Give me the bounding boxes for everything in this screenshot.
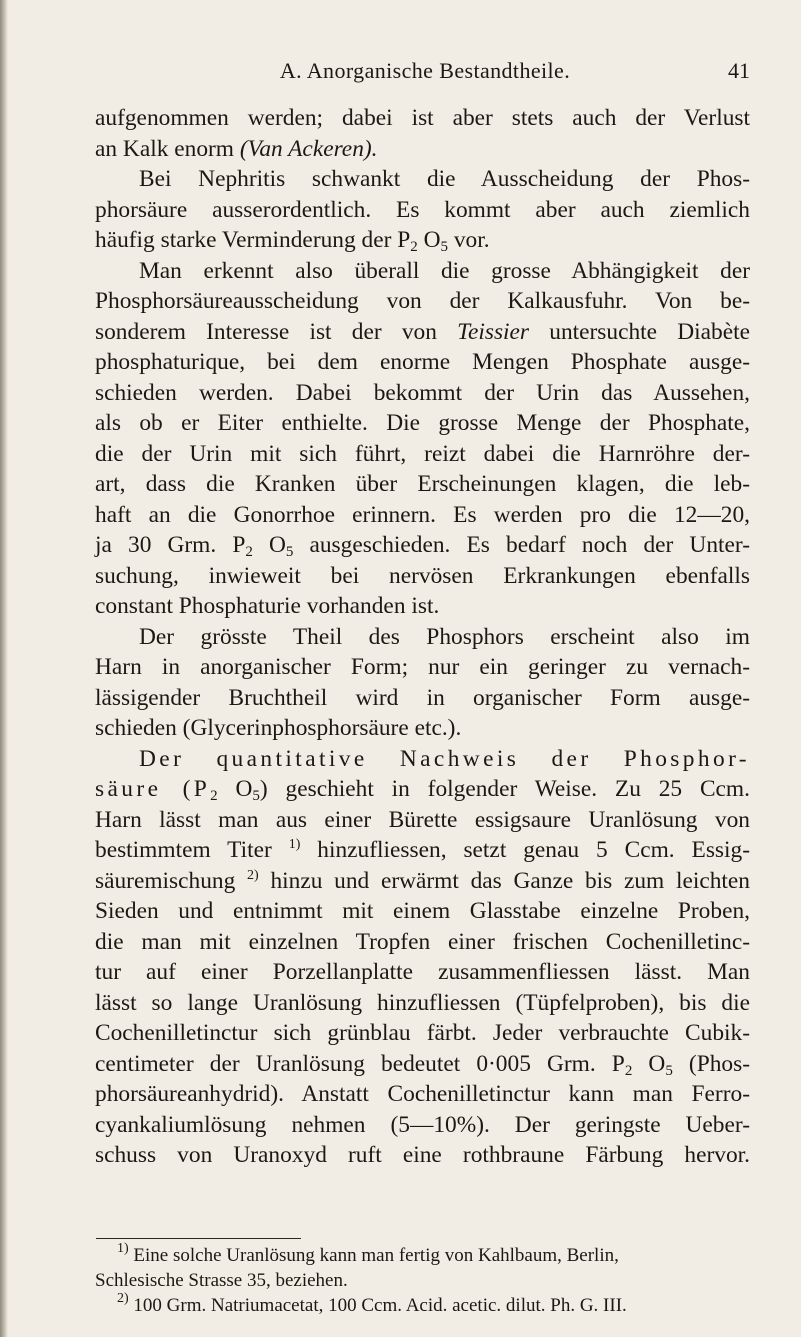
text-line: säure ($P_2$ $O_5$) geschieht in folgender Weise. Zu 25 Ccm. <box>95 776 750 804</box>
emphasized-heading: Der quantitative Nachweis der Phosphor- <box>139 745 750 772</box>
text-line: an Kalk enorm (Van Ackeren). <box>95 135 378 162</box>
text-line: als ob er Eiter enthielte. Die grosse Menge der Phosphate, <box>95 410 750 436</box>
text-line: schieden (Glycerinphosphorsäure etc.). <box>95 715 462 741</box>
footnote-2: $^{2)}$ 100 Grm. Natriumacetat, 100 Ccm. Acid. acetic. dilut. Ph. G. III. <box>117 1291 627 1316</box>
text-line: constant Phosphaturie vorhanden ist. <box>95 593 440 619</box>
paragraph-start: Man erkennt also überall die grosse Abhängigkeit der <box>139 257 750 284</box>
text-line: phorsäureanhydrid). Anstatt Cochenilletinctur kann man Ferro- <box>95 1081 750 1107</box>
text-line: phosphaturique, bei dem enorme Mengen Phosphate ausge- <box>95 349 750 375</box>
text-line: schuss von Uranoxyd ruft eine rothbraune Färbung hervor. <box>95 1142 750 1168</box>
text-line: die man mit einzelnen Tropfen einer frischen Cochenilletinc- <box>95 928 750 955</box>
text-line: centimeter der Uranlösung bedeutet 0·005 Grm. $P_2$ $O_5$ (Phos- <box>95 1050 751 1079</box>
text-line: cyankaliumlösung nehmen (5—10%). Der geringste Ueber- <box>95 1111 750 1138</box>
citation: Teissier <box>457 318 530 345</box>
text-line: Harn in anorganischer Form; nur ein geringer zu vernach- <box>95 654 750 680</box>
page-header <box>100 58 750 88</box>
footnote-1-cont: Schlesische Strasse 35, beziehen. <box>95 1270 348 1291</box>
text-line: aufgenommen werden; dabei ist aber stets auch der Verlust <box>95 105 750 131</box>
text-line: phorsäure ausserordentlich. Es kommt aber auch ziemlich <box>95 196 750 223</box>
page-binding-edge <box>0 0 8 1337</box>
text-line: sonderem Interesse ist der von Teissier untersuchte Diabète <box>95 318 750 345</box>
paragraph-start <box>95 744 750 775</box>
paragraph-start: Der grösste Theil des Phosphors erscheint also im <box>139 623 750 650</box>
text-line: Cochenilletinctur sich grünblau färbt. Jeder verbrauchte Cubik- <box>95 1020 750 1046</box>
text-line: ja 30 Grm. $P_2$ $O_5$ ausgeschieden. Es bedarf noch der Unter- <box>95 532 751 560</box>
text-line: lässigender Bruchtheil wird in organischer Form ausge- <box>95 684 750 711</box>
text-line: lässt so lange Uranlösung hinzufliessen (Tüpfelproben), bis die <box>95 989 750 1016</box>
text-line: bestimmtem Titer $^{1)}$ hinzufliessen, setzt genau 5 Ccm. Essig- <box>95 837 751 863</box>
text-line: häufig starke Verminderung der $P_2$ $O_5$ vor. <box>95 227 490 255</box>
footnotes <box>95 1243 750 1318</box>
text-line: art, dass die Kranken über Erscheinungen klagen, die leb- <box>95 471 750 497</box>
footnote-ref: 1) <box>288 837 301 852</box>
text-line: tur auf einer Porzellanplatte zusammenfliessen lässt. Man <box>95 959 750 985</box>
running-title: A. Anorganische Bestandtheile. <box>279 58 571 83</box>
footnote-ref: 2) <box>247 867 259 883</box>
paragraph-start: Bei Nephritis schwankt die Ausscheidung der Phos- <box>139 166 750 192</box>
text-line: Phosphorsäureausscheidung von der Kalkausfuhr. Von be- <box>95 288 750 314</box>
text-line: haft an die Gonorrhoe erinnern. Es werden pro die 12—20, <box>95 501 750 528</box>
text-line: Harn lässt man aus einer Bürette essigsaure Uranlösung von <box>95 806 750 833</box>
footnote-1: $^{1)}$ Eine solche Uranlösung kann man fertig von Kahlbaum, Berlin, <box>117 1241 619 1266</box>
text-line: säuremischung $^{2)}$ hinzu und erwärmt das Ganze bis zum leichten <box>95 867 750 894</box>
text-line: schieden werden. Dabei bekommt der Urin das Aussehen, <box>95 379 750 406</box>
text-line: die der Urin mit sich führt, reizt dabei die Harnröhre der- <box>95 440 750 467</box>
text-line: Sieden und entnimmt mit einem Glasstabe einzelne Proben, <box>95 898 750 924</box>
page-number: 41 <box>728 58 750 83</box>
citation: (Van Ackeren). <box>239 135 378 162</box>
footnote-divider <box>96 1238 301 1239</box>
text-line: suchung, inwieweit bei nervösen Erkrankungen ebenfalls <box>95 562 750 589</box>
main-text <box>95 103 750 1171</box>
